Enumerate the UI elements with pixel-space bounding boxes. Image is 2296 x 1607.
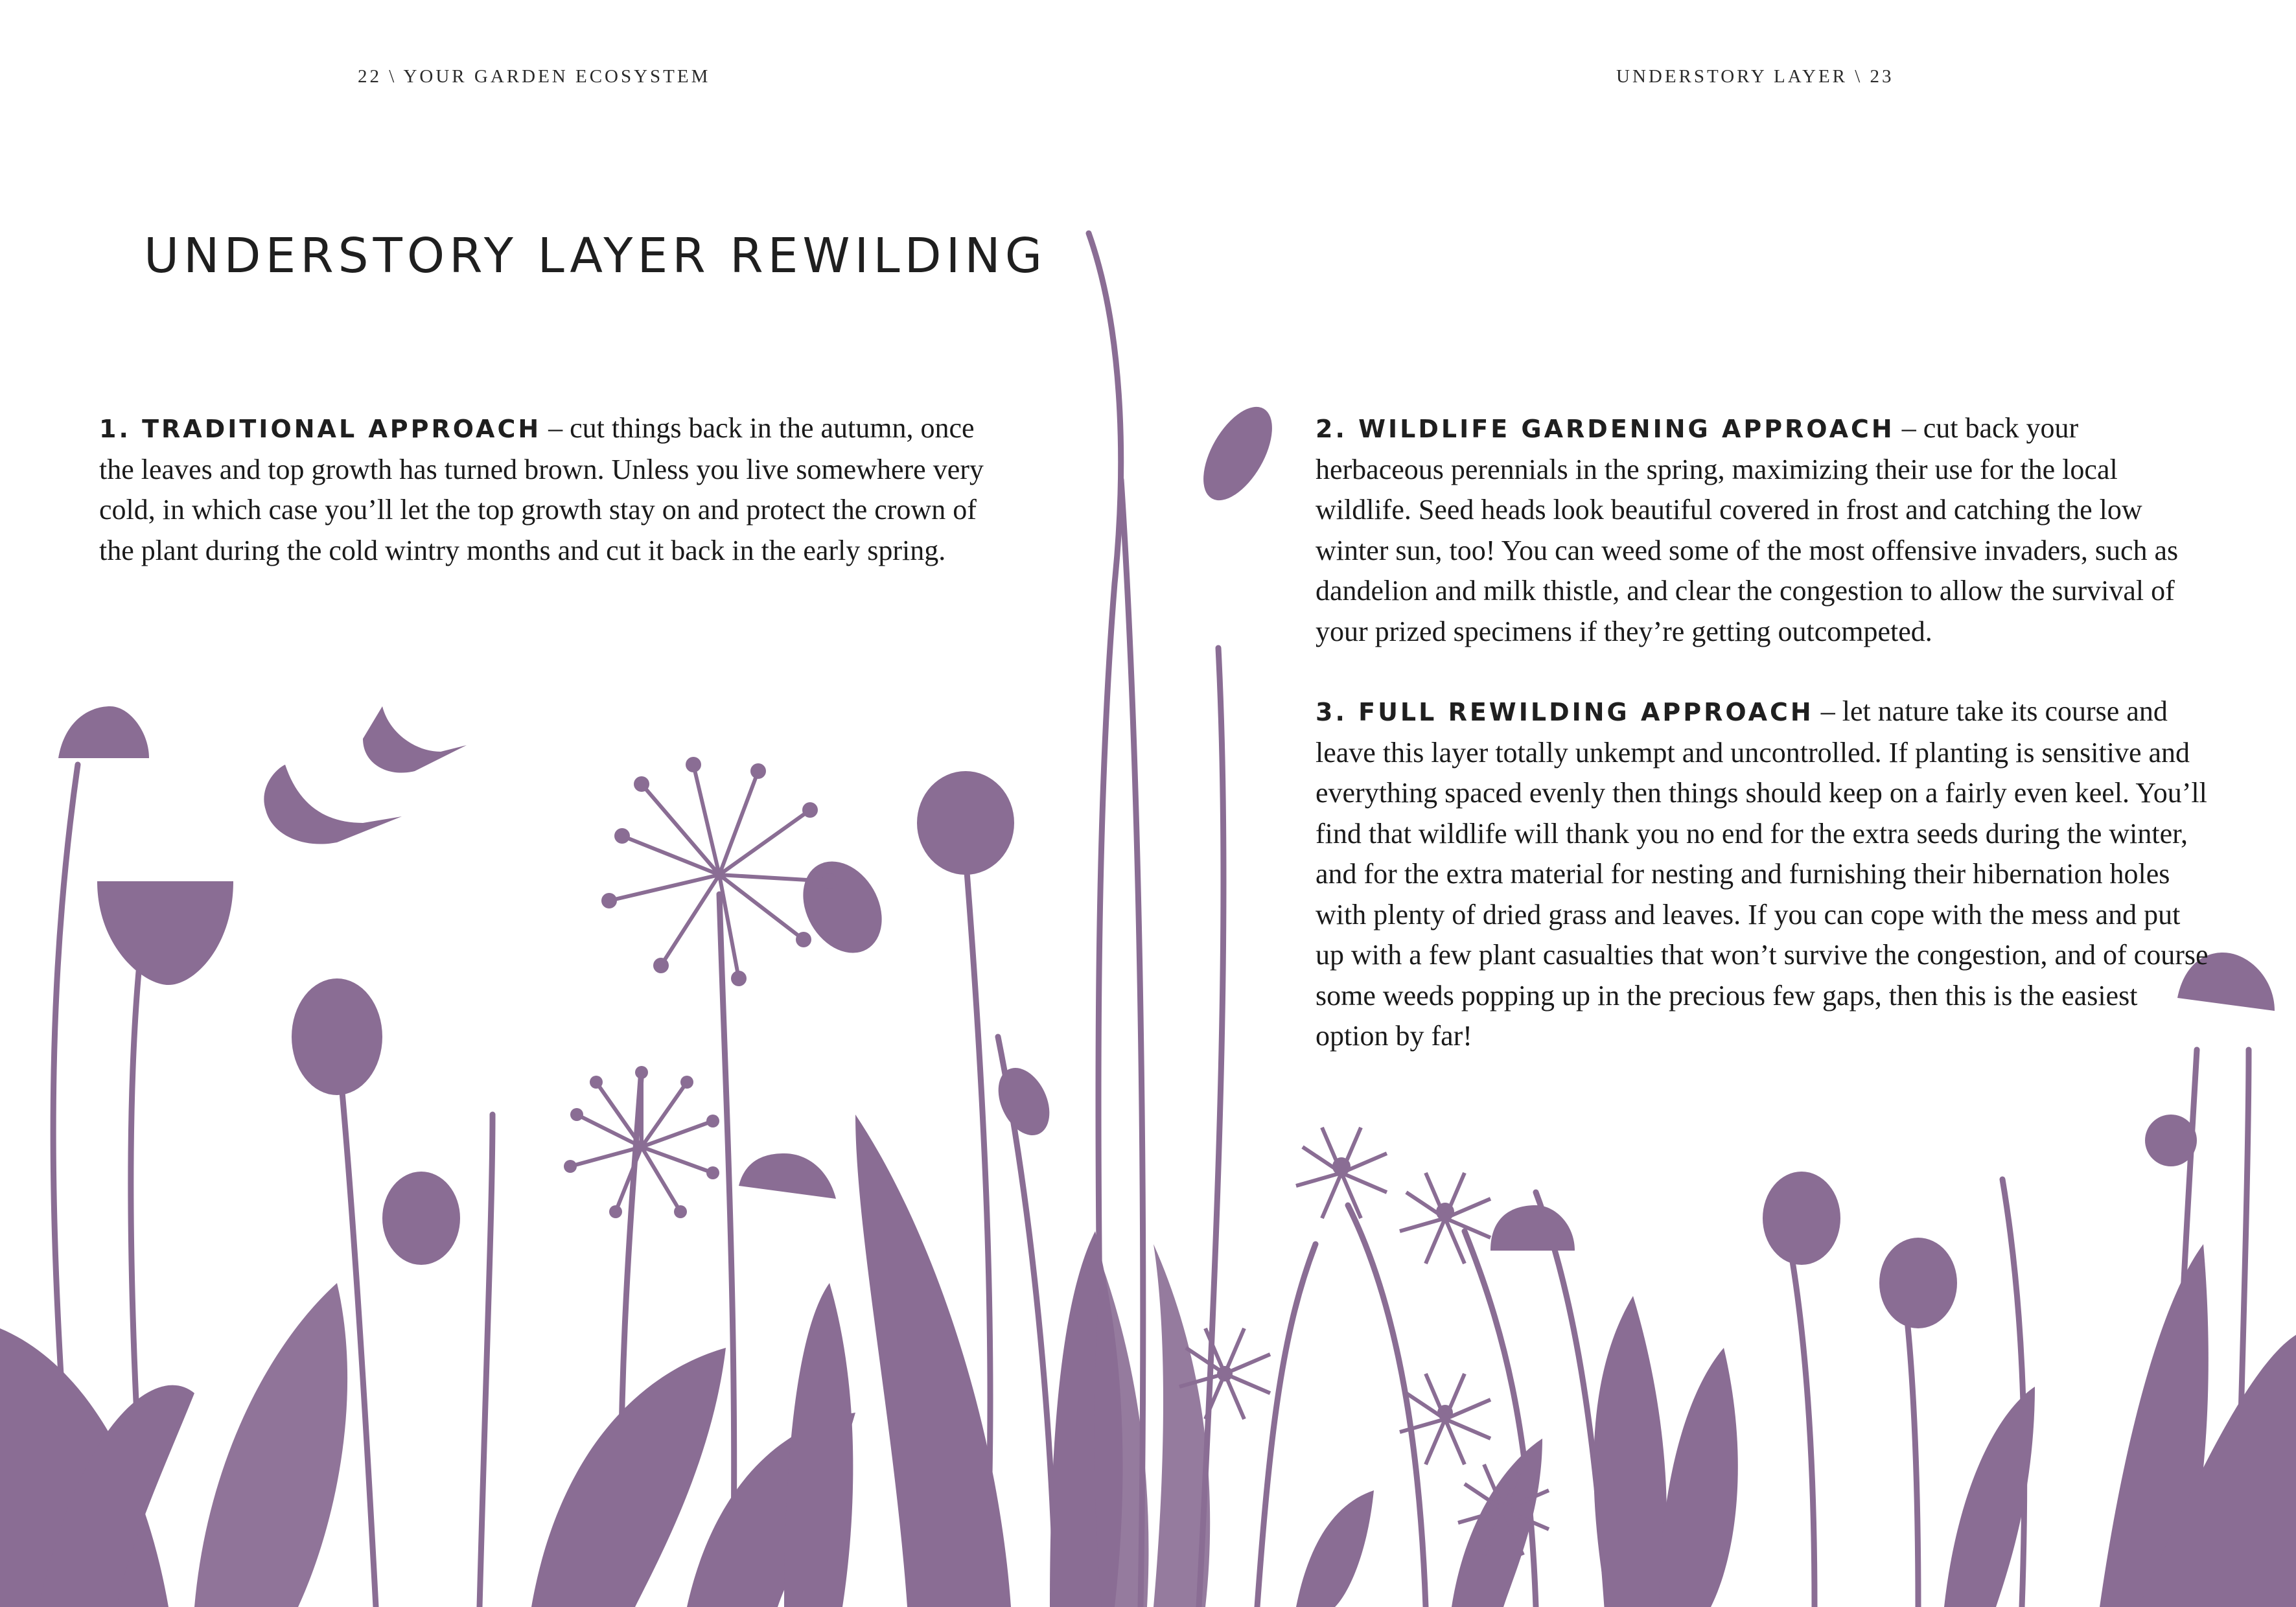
traditional-approach-heading: 1. TRADITIONAL APPROACH — [99, 415, 542, 443]
page-title: UNDERSTORY LAYER REWILDING — [144, 228, 1047, 284]
full-rewilding-paragraph — [1316, 691, 2210, 1057]
wildlife-gardening-paragraph — [1316, 408, 2210, 652]
wildlife-gardening-text: – cut back your herbaceous perennials in the spring, maximizing their use for the local wildlife. Seed heads look beautiful covered in frost and catching the low winter sun, too! You can weed some of the most offensive invaders, such as dandelion and milk thistle, and clear the congestion to allow the survival of your prized specimens if they’re getting outcompeted. — [1316, 412, 2179, 647]
wildlife-gardening-heading: 2. WILDLIFE GARDENING APPROACH — [1316, 415, 1895, 443]
running-head-right: UNDERSTORY LAYER \ 23 — [1616, 66, 1894, 87]
full-rewilding-heading: 3. FULL REWILDING APPROACH — [1316, 698, 1814, 726]
full-rewilding-text: – let nature take its course and leave this layer totally unkempt and uncontrolled. If planting is sensitive and everything spaced evenly then things should keep on a fairly even keel. You’ll find that wildlife will thank you no end for the extra seeds during the winter, and for the extra material for nesting and furnishing their hibernation holes with plenty of dried grass and leaves. If you can cope with the mess and put up with a few plant casualties that won’t survive the congestion, and of course some weeds popping up in the precious few gaps, then this is the easiest option by far! — [1316, 695, 2209, 1052]
traditional-approach-paragraph — [99, 408, 1006, 571]
traditional-approach-text: – cut things back in the autumn, once the leaves and top growth has turned brown. Unless you live somewhere very cold, in which case you’ll let the top growth stay on and protect the crown of the plant during the cold wintry months and cut it back in the early spring. — [99, 412, 984, 566]
running-head-left: 22 \ YOUR GARDEN ECOSYSTEM — [358, 66, 711, 87]
